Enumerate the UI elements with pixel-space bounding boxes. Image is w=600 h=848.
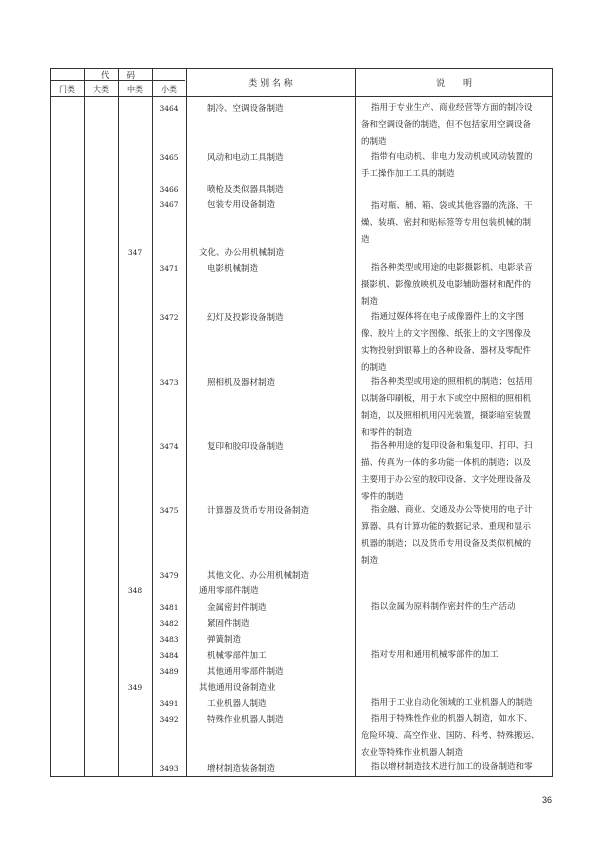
category-name: 制冷、空调设备制造	[207, 104, 284, 114]
header-mid: 中类	[127, 85, 143, 94]
table-col-divider	[118, 68, 119, 777]
category-name: 幻灯及投影设备制造	[207, 313, 284, 323]
mid-code: 347	[127, 248, 143, 257]
category-desc: 指用于工业自动化领域的工业机器人的制造	[371, 698, 533, 708]
category-desc: 指各种类型或用途的照相机的制造；包括用 以制备印刷板，用于水下或空中照相的照相机 制造，以及照相机用闪光装置，摄影暗室装置 和零件的制造	[361, 377, 533, 438]
category-desc: 指金融、商业、交通及办公等使用的电子计 算器、具有计算功能的数据记录、重现和显示 机器的制造；以及货币专用设备及类似机械的 制造	[361, 505, 533, 566]
small-code: 3475	[159, 506, 179, 515]
category-name: 弹簧制造	[207, 635, 242, 645]
small-code: 3474	[159, 442, 179, 451]
mid-code: 349	[127, 683, 143, 692]
category-name: 复印和胶印设备制造	[207, 442, 284, 452]
small-code: 3473	[159, 378, 179, 387]
category-desc: 指通过媒体将在电子成像器件上的文字图 像、胶片上的文字图像、纸张上的文字图像及 实物投射到银幕上的各种设备、器材及零配件 的制造	[361, 312, 532, 373]
category-name: 风动和电动工具制造	[207, 153, 284, 163]
small-code: 3492	[159, 715, 179, 724]
category-name: 紧固件制造	[207, 619, 250, 629]
small-code: 3484	[159, 651, 179, 660]
header-bottom-rule	[50, 96, 553, 97]
table-col-divider	[186, 68, 187, 777]
category-name: 包装专用设备制造	[207, 200, 276, 210]
category-name: 其他文化、办公用机械制造	[207, 571, 310, 581]
small-code: 3493	[159, 764, 179, 773]
small-code: 3464	[159, 104, 179, 113]
category-desc: 指各种类型或用途的电影摄影机、电影录音 摄影机、影像放映机及电影辅助器材和配件的 制造	[361, 263, 533, 307]
small-code: 3465	[159, 153, 179, 162]
category-name: 电影机械制造	[207, 264, 259, 274]
category-name: 工业机器人制造	[207, 699, 267, 709]
small-code: 3466	[159, 185, 179, 194]
small-code: 3482	[159, 619, 179, 628]
category-name: 计算器及货币专用设备制造	[207, 506, 310, 516]
category-desc: 指以增材制造技术进行加工的设备制造和零	[371, 762, 533, 772]
header-small: 小类	[161, 85, 177, 94]
category-desc: 指对专用和通用机械零部件的加工	[371, 650, 499, 660]
table-col-divider	[84, 68, 85, 777]
category-name: 机械零部件加工	[207, 651, 267, 661]
category-name: 特殊作业机器人制造	[207, 715, 284, 725]
category-desc: 指以金属为原料制作密封件的生产活动	[371, 602, 516, 612]
small-code: 3471	[159, 264, 179, 273]
header-desc: 说 明	[435, 79, 472, 89]
category-name: 其他通用设备制造业	[199, 683, 276, 693]
category-name: 照相机及器材制造	[207, 378, 276, 388]
header-name: 类 别 名 称	[248, 79, 293, 89]
small-code: 3483	[159, 635, 179, 644]
category-name: 通用零部件制造	[199, 586, 259, 596]
category-name: 增材制造装备制造	[207, 764, 276, 774]
small-code: 3472	[159, 313, 179, 322]
category-name: 其他通用零部件制造	[207, 667, 284, 677]
mid-code: 348	[127, 586, 143, 595]
header-big: 大类	[93, 85, 109, 94]
small-code: 3491	[159, 699, 179, 708]
category-desc: 指用于专业生产、商业经营等方面的制冷设 备和空调设备的制造，但不包括家用空调设备 的制造	[361, 103, 533, 147]
category-name: 金属密封件制造	[207, 603, 267, 613]
header-door: 门类	[59, 85, 75, 94]
small-code: 3481	[159, 603, 179, 612]
small-code: 3479	[159, 571, 179, 580]
page-number: 36	[541, 795, 552, 805]
table-col-divider	[355, 68, 356, 777]
category-desc: 指各种用途的复印设备和集复印、打印、扫 描、传真为一体的多功能一体机的制造；以及 主要用于办公室的胶印设备、文字处理设备及 零件的制造	[361, 441, 533, 502]
header-code: 代 码	[100, 71, 135, 81]
small-code: 3467	[159, 200, 179, 209]
category-name: 文化、办公用机械制造	[199, 248, 285, 258]
category-name: 喷枪及类似器具制造	[207, 185, 284, 195]
category-desc: 指对瓶、桶、箱、袋或其他容器的洗涤、干 燥、装填、密封和贴标签等专用包装机械的制 造	[361, 201, 533, 245]
category-desc: 指用于特殊性作业的机器人制造，如水下、 危险环境、高空作业、国防、科考、特殊搬运、 农业等特殊作业机器人制造	[361, 714, 540, 758]
small-code: 3489	[159, 667, 179, 676]
category-desc: 指带有电动机、非电力发动机或风动装置的 手工操作加工工具的制造	[361, 152, 533, 179]
